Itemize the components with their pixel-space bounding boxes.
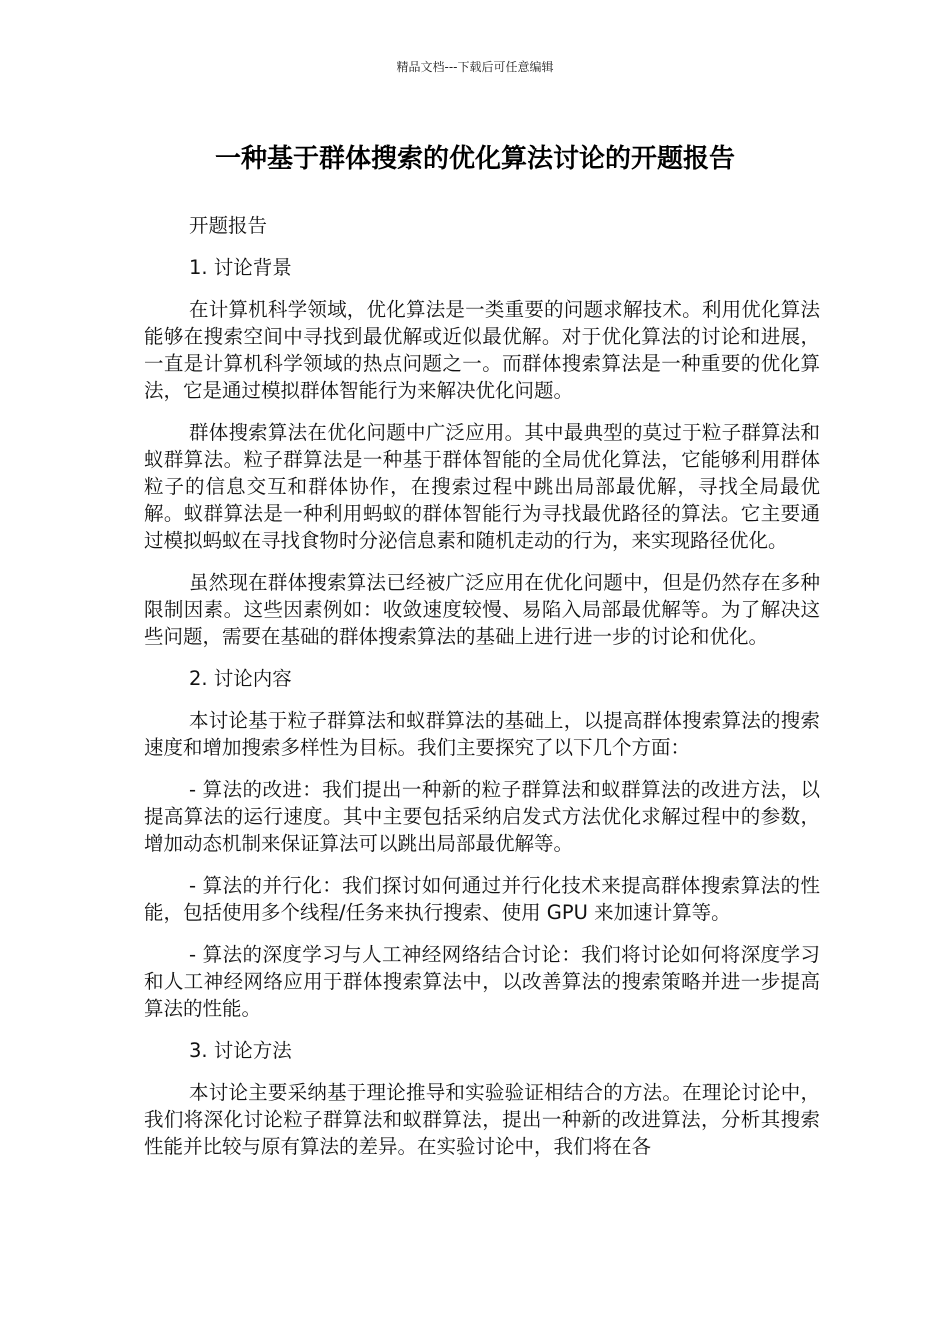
document-title: 一种基于群体搜索的优化算法讨论的开题报告 (214, 144, 735, 174)
paragraph-background-1: 在计算机科学领域，优化算法是一类重要的问题求解技术。利用优化算法能够在搜索空间中寻找到最优解或近似最优解。对于优化算法的讨论和进展，一直是计算机科学领域的热点问题之一。而群体搜索算法是一种重要的优化算法，它是通过模拟群体智能行为来解决优化问题。 (144, 298, 820, 402)
section-heading-background: 1. 讨论背景 (189, 256, 292, 279)
paragraph-background-2: 群体搜索算法在优化问题中广泛应用。其中最典型的莫过于粒子群算法和蚁群算法。粒子群算法是一种基于群体智能的全局优化算法，它能够利用群体粒子的信息交互和群体协作，在搜索过程中跳出局部最优解，寻找全局最优解。蚁群算法是一种利用蚂蚁的群体智能行为寻找最优路径的算法。它主要通过模拟蚂蚁在寻找食物时分泌信息素和随机走动的行为，来实现路径优化。 (144, 421, 820, 552)
paragraph-content-intro: 本讨论基于粒子群算法和蚁群算法的基础上，以提高群体搜索算法的搜索速度和增加搜索多样性为目标。我们主要探究了以下几个方面： (144, 709, 820, 759)
paragraph-method: 本讨论主要采纳基于理论推导和实验验证相结合的方法。在理论讨论中，我们将深化讨论粒子群算法和蚁群算法，提出一种新的改进算法，分析其搜索性能并比较与原有算法的差异。在实验讨论中，我们将在各 (144, 1081, 820, 1158)
section-heading-method: 3. 讨论方法 (189, 1039, 292, 1062)
section-heading-content: 2. 讨论内容 (189, 667, 292, 690)
document-body (144, 212, 820, 1175)
paragraph-content-improvement: - 算法的改进：我们提出一种新的粒子群算法和蚁群算法的改进方法，以提高算法的运行速度。其中主要包括采纳启发式方法优化求解过程中的参数，增加动态机制来保证算法可以跳出局部最优解等。 (144, 778, 820, 855)
paragraph-background-3: 虽然现在群体搜索算法已经被广泛应用在优化问题中，但是仍然存在多种限制因素。这些因素例如：收敛速度较慢、易陷入局部最优解等。为了解决这些问题，需要在基础的群体搜索算法的基础上进行进一步的讨论和优化。 (144, 571, 820, 648)
paragraph-content-deep-learning: - 算法的深度学习与人工神经网络结合讨论：我们将讨论如何将深度学习和人工神经网络应用于群体搜索算法中，以改善算法的搜索策略并进一步提高算法的性能。 (144, 943, 820, 1020)
paragraph-content-parallel: - 算法的并行化：我们探讨如何通过并行化技术来提高群体搜索算法的性能，包括使用多个线程/任务来执行搜索、使用 GPU 来加速计算等。 (144, 874, 820, 924)
page-header: 精品文档---下载后可任意编辑 (396, 60, 554, 74)
section-heading-report: 开题报告 (189, 214, 268, 237)
